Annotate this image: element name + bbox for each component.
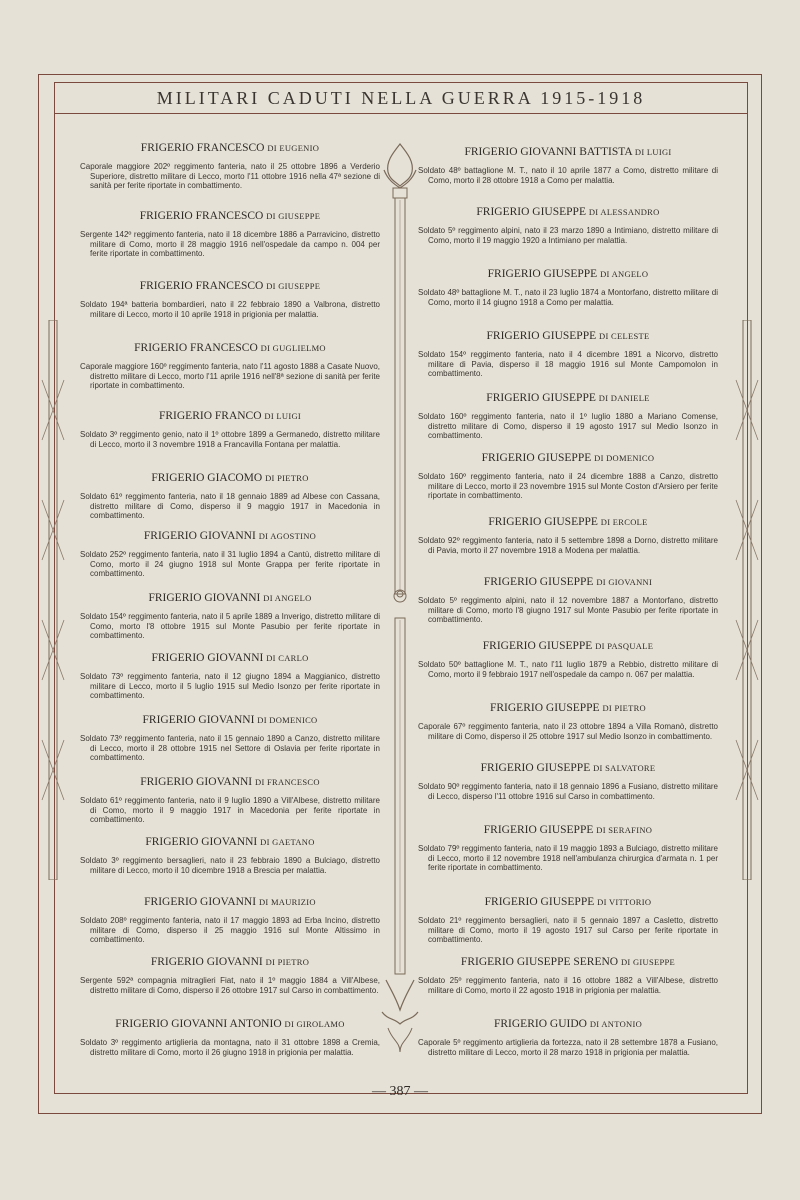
entry-name: FRIGERIO GIOVANNI — [151, 652, 264, 664]
entry-parent: DI ALESSANDRO — [588, 207, 660, 217]
entry-parent: DI PIETRO — [265, 473, 309, 483]
entry-text: Soldato 79º reggimento fanteria, nato il 19 maggio 1893 a Bulciago, distretto militare di Lecco, morto il 12 novembre 1918 nell'ambulanza chirurgica d'armata n. 1 per ferite riportate in combattimento. — [418, 844, 718, 873]
entry-parent: DI CARLO — [266, 653, 309, 663]
entry — [418, 516, 718, 555]
entry-name: FRIGERIO GIOVANNI — [150, 956, 263, 968]
entry-text: Soldato 73º reggimento fanteria, nato il 15 gennaio 1890 a Canzo, distretto militare di Lecco, morto il 28 ottobre 1915 nel Settore di Oslavia per ferite riportate in combattimento. — [80, 734, 380, 763]
entry — [418, 896, 718, 945]
entry-name: FRIGERIO FRANCESCO — [134, 342, 258, 354]
entry-parent: DI PIETRO — [602, 703, 646, 713]
entry-parent: DI GIOVANNI — [596, 577, 653, 587]
entry — [418, 956, 718, 995]
entry-name: FRIGERIO FRANCESCO — [140, 142, 265, 154]
entry-parent: DI GIUSEPPE — [266, 281, 321, 291]
entry — [418, 268, 718, 307]
entry-text: Soldato 154º reggimento fanteria, nato il 5 aprile 1889 a Inverigo, distretto militare di Como, morto l'8 ottobre 1915 sul Monte Pasubio per ferite riportate in combattimento. — [80, 612, 380, 641]
entry-name: FRIGERIO GIOVANNI — [140, 776, 253, 788]
entry-text: Soldato 154º reggimento fanteria, nato il 4 dicembre 1891 a Nicorvo, distretto militare di Pavia, disperso il 18 maggio 1916 sul Monte Campomolon in combattimento. — [418, 350, 718, 379]
entry-parent: DI GAETANO — [260, 837, 315, 847]
entry-text: Soldato 50º battaglione M. T., nato l'11 luglio 1879 a Rebbio, distretto militare di Como, morto il 9 febbraio 1917 nell'ospedale da campo n. 067 per malattia. — [418, 660, 718, 679]
entry — [418, 576, 718, 625]
entry-parent: DI DOMENICO — [594, 453, 655, 463]
entry-parent: DI ANGELO — [263, 593, 312, 603]
entry-name: FRIGERIO GIOVANNI — [144, 896, 257, 908]
entry-text: Soldato 48º battaglione M. T., nato il 23 luglio 1874 a Montorfano, distretto militare di Como, morto il 14 giugno 1918 a Como per malattia. — [418, 288, 718, 307]
entry-parent: DI SALVATORE — [593, 763, 656, 773]
entry-text: Sergente 592ª compagnia mitraglieri Fiat, nato il 1º maggio 1884 a Vill'Albese, distretto militare di Como, disperso il 26 ottobre 1917 sul Carso in combattimento. — [80, 976, 380, 995]
entry — [418, 1018, 718, 1057]
entry — [418, 392, 718, 441]
entry-parent: DI VITTORIO — [597, 897, 652, 907]
entry-name: FRIGERIO GIUSEPPE SERENO — [460, 956, 619, 968]
entry-name: FRIGERIO GIUSEPPE — [486, 330, 597, 342]
entry-name: FRIGERIO GIUSEPPE — [484, 896, 595, 908]
entry-parent: DI PASQUALE — [595, 641, 654, 651]
entry-name: FRIGERIO GIUSEPPE — [488, 516, 598, 528]
entry-parent: DI EUGENIO — [267, 143, 320, 153]
entry — [80, 530, 380, 579]
entry-text: Soldato 25º reggimento fanteria, nato il 16 ottobre 1882 a Vill'Albese, distretto militare di Como, morto il 22 agosto 1918 in prigionia per malattia. — [418, 976, 718, 995]
entry-name: FRIGERIO FRANCO — [158, 410, 262, 422]
entry-name: FRIGERIO FRANCESCO — [139, 280, 264, 292]
entry-text: Soldato 3º reggimento bersaglieri, nato il 23 febbraio 1890 a Bulciago, distretto militare di Lecco, morto il 10 dicembre 1918 a Brescia per malattia. — [80, 856, 380, 875]
entry-name: FRIGERIO GIUSEPPE — [487, 268, 598, 280]
entry-text: Soldato 160º reggimento fanteria, nato il 1º luglio 1880 a Mariano Comense, distretto militare di Como, disperso il 19 agosto 1917 sul Medio Isonzo in combattimento. — [418, 412, 718, 441]
entry-name: FRIGERIO GUIDO — [493, 1018, 587, 1030]
entry — [80, 472, 380, 521]
entry-name: FRIGERIO GIOVANNI — [143, 530, 256, 542]
entry-parent: DI DANIELE — [598, 393, 650, 403]
entry-name: FRIGERIO GIUSEPPE — [481, 452, 592, 464]
entry-parent: DI LUIGI — [634, 147, 672, 157]
entry-text: Soldato 92º reggimento fanteria, nato il 5 settembre 1898 a Dorno, distretto militare di Pavia, morto il 27 novembre 1918 a Modena per malattia. — [418, 536, 718, 555]
entry — [80, 776, 380, 825]
entry — [418, 206, 718, 245]
entry-text: Caporale 5º reggimento artiglieria da fortezza, nato il 28 settembre 1878 a Fusiano, distretto militare di Lecco, morto il 28 marzo 1918 in prigionia per malattia. — [418, 1038, 718, 1057]
entry — [418, 452, 718, 501]
entry-parent: DI CELESTE — [599, 331, 650, 341]
entry-text: Soldato 3º reggimento genio, nato il 1º ottobre 1899 a Germanedo, distretto militare di Lecco, morto il 3 novembre 1918 a Francavilla Fontana per malattia. — [80, 430, 380, 449]
entry — [80, 142, 380, 191]
entry — [80, 714, 380, 763]
entry-name: FRIGERIO GIOVANNI — [142, 714, 255, 726]
entry-text: Soldato 3º reggimento artiglieria da montagna, nato il 31 ottobre 1898 a Cremia, distretto militare di Como, morto il 26 giugno 1918 in prigionia per malattia. — [80, 1038, 380, 1057]
entry-name: FRIGERIO GIUSEPPE — [483, 824, 594, 836]
entry-name: FRIGERIO GIOVANNI BATTISTA — [464, 146, 633, 158]
entry-text: Soldato 48º battaglione M. T., nato il 10 aprile 1877 a Como, distretto militare di Como, morto il 28 ottobre 1918 a Como per malattia. — [418, 166, 718, 185]
entry-parent: DI ANGELO — [600, 269, 649, 279]
entry-name: FRIGERIO GIOVANNI — [145, 836, 258, 848]
entry-text: Soldato 5º reggimento alpini, nato il 12 novembre 1887 a Montorfano, distretto militare di Como, morto l'8 giugno 1917 sul Monte Pasubio per ferite riportate in combattimento. — [418, 596, 718, 625]
entry — [80, 896, 380, 945]
entry-text: Caporale 67º reggimento fanteria, nato il 23 ottobre 1894 a Villa Romanò, distretto militare di Como, disperso il 25 ottobre 1917 sul Medio Isonzo in combattimento. — [418, 722, 718, 741]
entry — [80, 652, 380, 701]
page-title: MILITARI CADUTI NELLA GUERRA 1915-1918 — [156, 88, 646, 108]
entry-parent: DI GUGLIELMO — [260, 343, 326, 353]
entry-text: Soldato 160º reggimento fanteria, nato il 24 dicembre 1888 a Canzo, distretto militare di Lecco, morto il 23 novembre 1915 sul Monte Coston d'Arsiero per ferite riportate in combattimento. — [418, 472, 718, 501]
entry-name: FRIGERIO GIOVANNI — [148, 592, 261, 604]
entry-text: Soldato 5º reggimento alpini, nato il 23 marzo 1890 a Intimiano, distretto militare di Como, morto il 19 maggio 1920 a Intimiano per malattia. — [418, 226, 718, 245]
entry-name: FRIGERIO GIUSEPPE — [483, 576, 594, 588]
entry-name: FRIGERIO GIACOMO — [151, 472, 263, 484]
entry — [80, 592, 380, 641]
entry — [80, 342, 380, 391]
entry — [418, 330, 718, 379]
entry-name: FRIGERIO GIUSEPPE — [476, 206, 586, 218]
entry-text: Soldato 21º reggimento bersaglieri, nato il 5 gennaio 1897 a Casletto, distretto militare di Como, morto il 19 agosto 1917 sul Carso per ferite riportate in combattimento. — [418, 916, 718, 945]
entry-parent: DI FRANCESCO — [255, 777, 320, 787]
entry-text: Sergente 142º reggimento fanteria, nato il 18 dicembre 1886 a Parravicino, distretto militare di Como, morto il 28 maggio 1916 nell'ospedale da campo n. 004 per ferite riportate in combattimento. — [80, 230, 380, 259]
entry-parent: DI PIETRO — [265, 957, 310, 967]
entry-name: FRIGERIO GIUSEPPE — [489, 702, 600, 714]
central-torch-ornament — [378, 140, 422, 1060]
entry-parent: DI MAURIZIO — [258, 897, 316, 907]
entry-text: Soldato 90º reggimento fanteria, nato il 18 gennaio 1896 a Fusiano, distretto militare di Lecco, disperso l'11 ottobre 1916 sul Carso in combattimento. — [418, 782, 718, 801]
entry-text: Caporale maggiore 202º reggimento fanteria, nato il 25 ottobre 1896 a Verderio Superiore, distretto militare di Lecco, morto l'11 ottobre 1916 nella 47ª sezione di sanità per ferite riportate in combattimento. — [80, 162, 380, 191]
entry — [418, 762, 718, 801]
page-number: — 387 — — [372, 1084, 428, 1099]
entry — [418, 146, 718, 185]
entry — [80, 280, 380, 319]
entry-text: Soldato 73º reggimento fanteria, nato il 12 giugno 1894 a Maggianico, distretto militare di Lecco, morto il 5 luglio 1915 sul Medio Isonzo per ferite riportate in combattimento. — [80, 672, 380, 701]
entry-text: Soldato 252º reggimento fanteria, nato il 31 luglio 1894 a Cantù, distretto militare di Como, morto il 24 giugno 1918 sul Monte Grappa per ferite riportate in combattimento. — [80, 550, 380, 579]
entry-text: Soldato 208º reggimento fanteria, nato il 17 maggio 1893 ad Erba Incino, distretto militare di Como, disperso il 25 maggio 1916 sul Monte Altissimo in combattimento. — [80, 916, 380, 945]
entry-parent: DI GIROLAMO — [284, 1019, 345, 1029]
entry — [418, 640, 718, 679]
entry — [80, 210, 380, 259]
entry-parent: DI SERAFINO — [596, 825, 653, 835]
entry — [418, 824, 718, 873]
entry-name: FRIGERIO FRANCESCO — [139, 210, 264, 222]
entry-text: Soldato 61º reggimento fanteria, nato il 9 luglio 1890 a Vill'Albese, distretto militare di Como, morto il 9 maggio 1917 in Macedonia per ferite riportate in combattimento. — [80, 796, 380, 825]
entry-parent: DI DOMENICO — [257, 715, 318, 725]
entry-text: Soldato 61º reggimento fanteria, nato il 18 gennaio 1889 ad Albese con Cassana, distretto militare di Como, disperso il 9 maggio 1917 in Macedonia in combattimento. — [80, 492, 380, 521]
page-header — [54, 82, 748, 114]
entry-parent: DI AGOSTINO — [258, 531, 317, 541]
entry-parent: DI ERCOLE — [600, 517, 648, 527]
entry — [80, 1018, 380, 1057]
entry-name: FRIGERIO GIUSEPPE — [482, 640, 593, 652]
entry — [80, 836, 380, 875]
left-pole-ornament — [40, 320, 66, 880]
entry-parent: DI GIUSEPPE — [266, 211, 321, 221]
entry-text: Soldato 194ª batteria bombardieri, nato il 22 febbraio 1890 a Valbrona, distretto militare di Lecco, morto il 10 aprile 1918 in prigionia per malattia. — [80, 300, 380, 319]
entry-name: FRIGERIO GIOVANNI ANTONIO — [115, 1018, 282, 1030]
entry — [80, 410, 380, 449]
entry-name: FRIGERIO GIUSEPPE — [480, 762, 591, 774]
entry-text: Caporale maggiore 160º reggimento fanteria, nato l'11 agosto 1888 a Casate Nuovo, distretto militare di Lecco, morto l'11 aprile 1916 nell'8ª sezione di sanità per ferite riportate in combattimento. — [80, 362, 380, 391]
entry — [418, 702, 718, 741]
entry-parent: DI GIUSEPPE — [620, 957, 676, 967]
entry-parent: DI ANTONIO — [589, 1019, 643, 1029]
entry — [80, 956, 380, 995]
entry-parent: DI LUIGI — [264, 411, 302, 421]
right-pole-ornament — [734, 320, 760, 880]
entry-name: FRIGERIO GIUSEPPE — [486, 392, 596, 404]
